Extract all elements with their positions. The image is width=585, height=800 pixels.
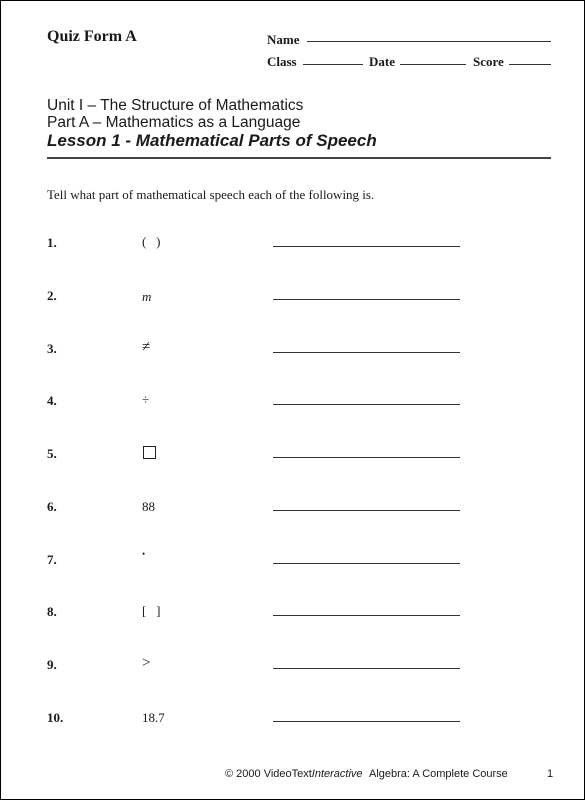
empty-square-icon	[143, 446, 156, 459]
question-number: 9.	[47, 657, 57, 672]
question-symbol: ≠	[142, 339, 151, 355]
question-symbol: ( )	[142, 234, 161, 249]
answer-line[interactable]	[273, 563, 460, 564]
question-symbol: •	[142, 549, 146, 559]
part-heading: Part A – Mathematics as a Language	[47, 114, 301, 131]
answer-line[interactable]	[273, 615, 460, 616]
class-label: Class	[267, 54, 297, 69]
copyright-brand: Interactive	[311, 768, 363, 780]
question-number: 2.	[47, 288, 57, 303]
title-divider	[47, 157, 551, 159]
date-field[interactable]	[400, 64, 466, 65]
lesson-title: Lesson 1 - Mathematical Parts of Speech	[47, 131, 377, 150]
question-number: 10.	[47, 710, 64, 725]
answer-line[interactable]	[273, 457, 460, 458]
answer-line[interactable]	[273, 510, 460, 511]
unit-heading: Unit I – The Structure of Mathematics	[47, 97, 304, 114]
copyright-text: © 2000 VideoText	[225, 768, 312, 780]
question-symbol: 88	[142, 499, 155, 514]
score-field[interactable]	[509, 64, 551, 65]
score-label: Score	[473, 54, 504, 69]
question-symbol: 18.7	[142, 710, 165, 725]
name-label: Name	[267, 32, 300, 47]
question-number: 8.	[47, 604, 57, 619]
answer-line[interactable]	[273, 299, 460, 300]
footer-course: Algebra: A Complete Course	[369, 768, 508, 780]
question-symbol: >	[142, 655, 151, 671]
instructions: Tell what part of mathematical speech each of the following is.	[47, 187, 375, 202]
answer-line[interactable]	[273, 404, 460, 405]
answer-line[interactable]	[273, 352, 460, 353]
question-number: 5.	[47, 446, 57, 461]
answer-line[interactable]	[273, 246, 460, 247]
question-number: 3.	[47, 341, 57, 356]
answer-line[interactable]	[273, 721, 460, 722]
question-symbol: [ ]	[142, 603, 161, 618]
question-number: 1.	[47, 235, 57, 250]
page-number: 1	[547, 768, 554, 780]
date-label: Date	[369, 54, 395, 69]
question-number: 4.	[47, 393, 57, 408]
quiz-form-label: Quiz Form A	[47, 28, 137, 45]
question-symbol: ÷	[142, 392, 150, 407]
class-field[interactable]	[303, 64, 363, 65]
question-number: 6.	[47, 499, 57, 514]
question-symbol: m	[142, 289, 152, 304]
question-number: 7.	[47, 552, 57, 567]
answer-line[interactable]	[273, 668, 460, 669]
name-field[interactable]	[307, 41, 551, 42]
footer-copyright	[225, 768, 363, 780]
